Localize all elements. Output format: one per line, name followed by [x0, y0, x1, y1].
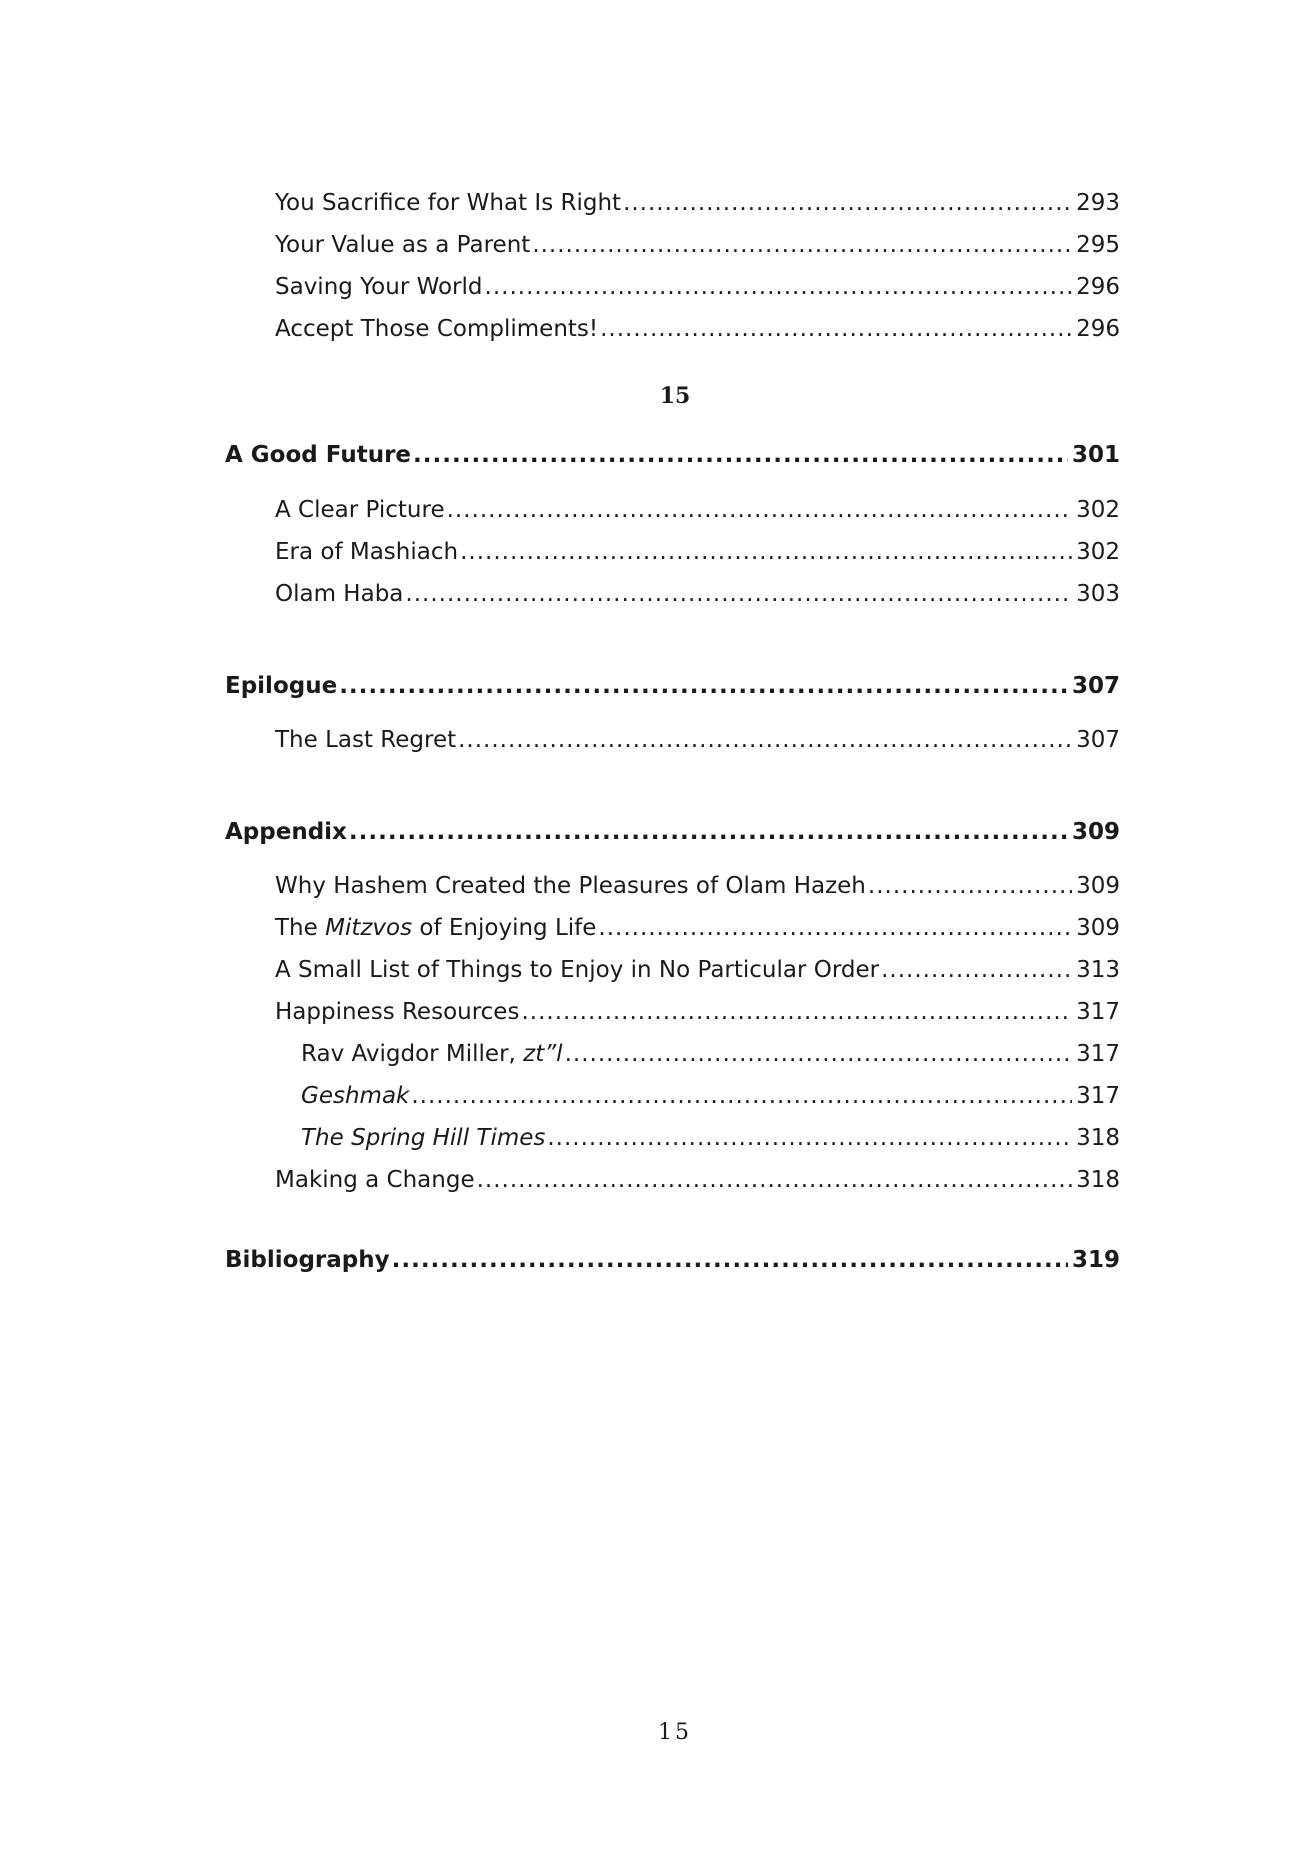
toc-entry-title: [275, 911, 598, 945]
toc-entry-title: A Small List of Things to Enjoy in No Particular Order: [275, 957, 880, 983]
toc-entry-page: 309: [1076, 873, 1120, 899]
toc-entry-title: Accept Those Compliments!: [275, 316, 599, 342]
leader-dots: [521, 995, 1072, 1029]
toc-entry-title: [301, 1121, 547, 1155]
leader-dots: [458, 723, 1072, 757]
toc-section-title: Bibliography: [225, 1247, 390, 1273]
toc-entry[interactable]: [275, 186, 1120, 220]
toc-section-heading[interactable]: [225, 815, 1120, 849]
leader-dots: [349, 815, 1068, 849]
toc-entry-title-italic: Geshmak: [301, 1083, 410, 1109]
toc-entry-page: 317: [1076, 1041, 1120, 1067]
toc-entry-page: 295: [1076, 232, 1120, 258]
toc-entry[interactable]: [275, 228, 1120, 262]
toc-entry-page: 313: [1076, 957, 1120, 983]
toc-entry-title: [301, 1079, 411, 1113]
toc-entry-title: Happiness Resources: [275, 999, 520, 1025]
toc-entry-page: 317: [1076, 1083, 1120, 1109]
leader-dots: [477, 1163, 1072, 1197]
toc-section-page: 309: [1071, 819, 1120, 845]
toc-section-heading[interactable]: [225, 1243, 1120, 1277]
leader-dots: [405, 577, 1072, 611]
toc-entry[interactable]: [275, 535, 1120, 569]
toc-entry[interactable]: [275, 911, 1120, 945]
toc-entry[interactable]: [275, 1163, 1120, 1197]
toc-entry[interactable]: [275, 723, 1120, 757]
leader-dots: [460, 535, 1072, 569]
page-number: 15: [658, 1720, 692, 1745]
toc-entry-title: You Sacrifice for What Is Right: [275, 190, 622, 216]
toc-entry-title: Making a Change: [275, 1167, 475, 1193]
toc-entry[interactable]: [275, 270, 1120, 304]
toc-entry-page: 293: [1076, 190, 1120, 216]
toc-entry-page: 317: [1076, 999, 1120, 1025]
toc-entry[interactable]: [275, 493, 1120, 527]
leader-dots: [623, 186, 1072, 220]
toc-entry-title: Why Hashem Created the Pleasures of Olam Hazeh: [275, 873, 866, 899]
leader-dots: [392, 1243, 1068, 1277]
toc-entry-title: A Clear Picture: [275, 497, 445, 523]
toc-entry-page: 296: [1076, 316, 1120, 342]
toc-entry-page: 318: [1076, 1125, 1120, 1151]
toc-subentry[interactable]: [301, 1079, 1120, 1113]
toc-entry[interactable]: [275, 953, 1120, 987]
leader-dots: [881, 953, 1072, 987]
leader-dots: [547, 1121, 1072, 1155]
leader-dots: [485, 270, 1073, 304]
toc-entry-title: [301, 1037, 565, 1071]
toc-entry[interactable]: [275, 869, 1120, 903]
leader-dots: [413, 438, 1068, 472]
toc-entry-title: Olam Haba: [275, 581, 404, 607]
leader-dots: [411, 1079, 1072, 1113]
toc-entry[interactable]: [275, 312, 1120, 346]
leader-dots: [339, 669, 1068, 703]
toc-entry-title-part: Rav Avigdor Miller,: [301, 1041, 524, 1067]
toc-section-page: 307: [1071, 673, 1120, 699]
toc-entry-title: Your Value as a Parent: [275, 232, 531, 258]
leader-dots: [565, 1037, 1073, 1071]
toc-section-page: 319: [1071, 1247, 1120, 1273]
chapter-number: 15: [659, 383, 691, 409]
toc-entry-page: 307: [1076, 727, 1120, 753]
toc-entry-title: Era of Mashiach: [275, 539, 459, 565]
toc-section-heading[interactable]: [225, 669, 1120, 703]
toc-section-title: A Good Future: [225, 442, 412, 468]
toc-entry-page: 302: [1076, 497, 1120, 523]
toc-entry-title: The Last Regret: [275, 727, 457, 753]
toc-entry-title-italic: The Spring Hill Times: [301, 1125, 546, 1151]
toc-subentry[interactable]: [301, 1037, 1120, 1071]
toc-entry-page: 302: [1076, 539, 1120, 565]
toc-entry-title-part: The: [275, 915, 326, 941]
leader-dots: [532, 228, 1072, 262]
toc-section-title: Appendix: [225, 819, 347, 845]
toc-entry-page: 318: [1076, 1167, 1120, 1193]
toc-entry-title-part: of Enjoying Life: [412, 915, 597, 941]
leader-dots: [598, 911, 1072, 945]
toc-entry[interactable]: [275, 995, 1120, 1029]
toc-entry-title: Saving Your World: [275, 274, 483, 300]
toc-subentry[interactable]: [301, 1121, 1120, 1155]
toc-entry-title-italic: zt”l: [523, 1041, 563, 1067]
toc-entry-page: 296: [1076, 274, 1120, 300]
leader-dots: [868, 869, 1072, 903]
toc-section-title: Epilogue: [225, 673, 338, 699]
toc-entry-title-italic: Mitzvos: [325, 915, 413, 941]
toc-section-page: 301: [1071, 442, 1120, 468]
toc-entry[interactable]: [275, 577, 1120, 611]
leader-dots: [447, 493, 1072, 527]
toc-entry-page: 303: [1076, 581, 1120, 607]
toc-entry-page: 309: [1076, 915, 1120, 941]
leader-dots: [600, 312, 1072, 346]
toc-section-heading[interactable]: [225, 438, 1120, 472]
